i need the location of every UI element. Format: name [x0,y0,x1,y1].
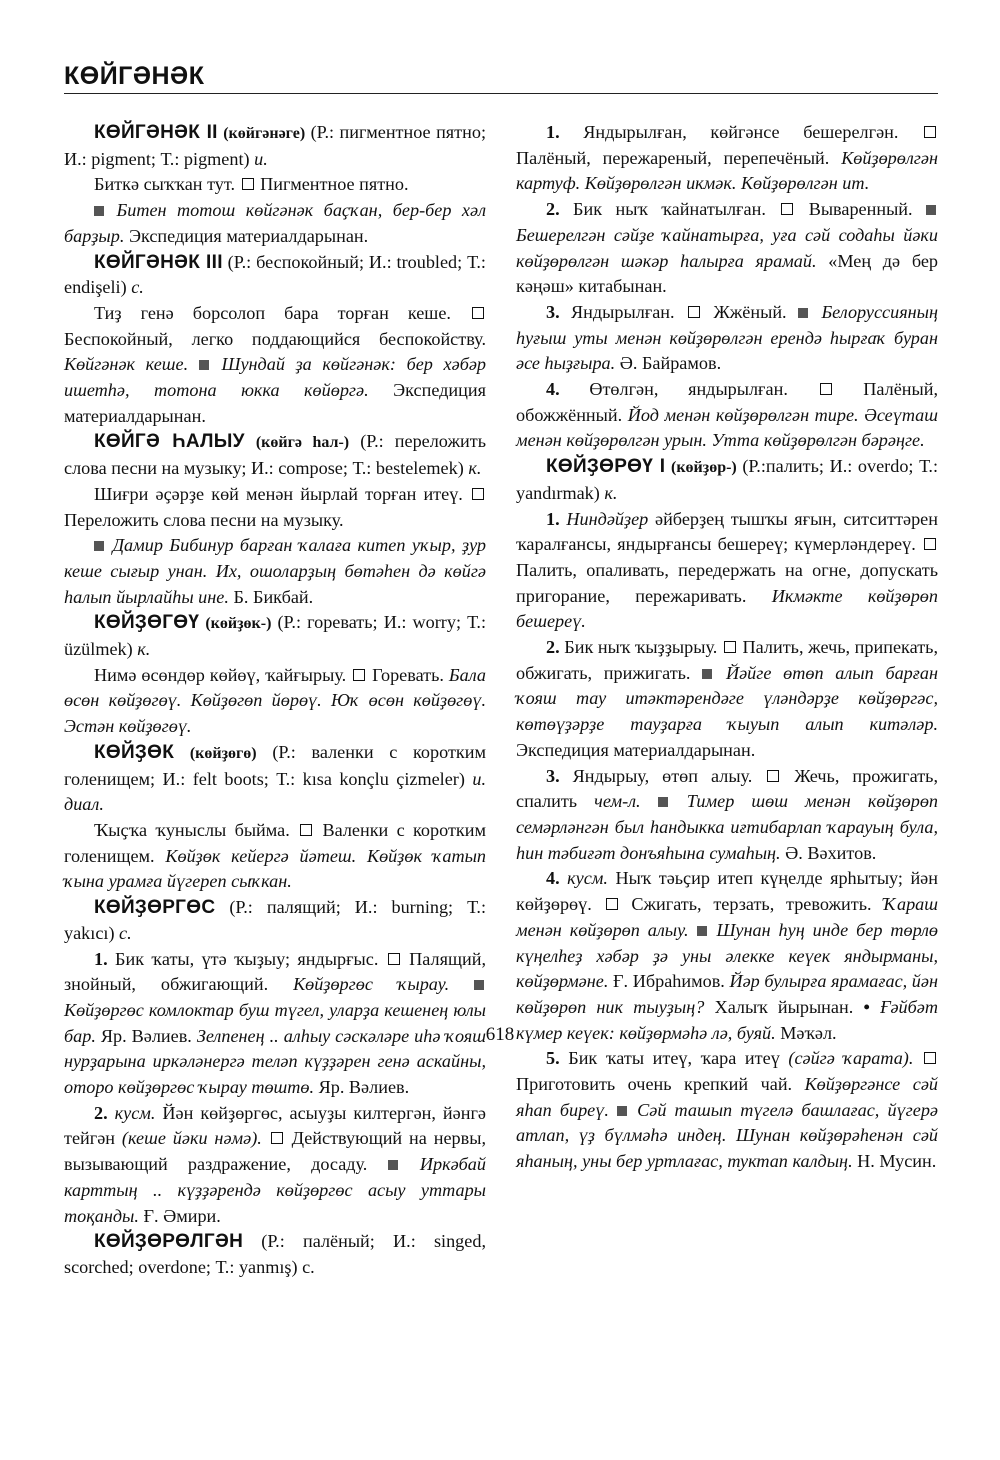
sense-paragraph: 5. Бик ҡаты итеү, ҡара итеү (сәйгә ҡарата). Приготовить очень крепкий чай. Көйҙөргәнсе сәй яһап биреү. Сәй ташып түгелә башлағас, йүгерә атлап, үҙ бүлмәһә индең. Шунан көйҙөрәһенән сәй яһаның, уны бер уртлағас, туктап калдың. Н. Мусин. [516,1048,938,1172]
translation-marker-icon [353,669,365,681]
translation-marker-icon [820,383,832,395]
headword: КӨЙҘӨРӨЛГӘН [94,1231,244,1253]
headword-form: (көйгәнәге) [223,125,306,142]
proverb-bullet-icon: • [863,996,870,1017]
definition-paragraph: Шиғри әҫәрҙе көй менән йырлай торған итеү. Переложить слова песни на музыку. [64,482,486,533]
translation-marker-icon [271,1132,283,1144]
example-paragraph: Дамир Бибинур барған ҡалаға китеп уҡыр, ҙур кеше сығыр унан. Их, ошоларҙың бөтәһен дә көйгә һалып йырлайһы ине. Б. Бикбай. [64,535,487,607]
translation-marker-icon [767,770,779,782]
sense-paragraph: 1. Ниндәйҙер әйберҙең тышҡы яғын, ситситтәрен ҡаралғансы, яндырғансы бешереү; күмерләндереү. Палить, опаливать, передержать на огне, допускать пригорание, пережаривать. Икмәкте көйҙөрөп бешереү. [516,508,938,632]
example-marker-icon [926,205,936,215]
example-marker-icon [702,669,712,679]
example-marker-icon [474,980,484,990]
left-column [64,120,486,1281]
sense-paragraph: 2. кусм. Йән көйҙөргөс, асыуҙы килтергән, йәнгә тейгән (кеше йәки нәмә). Действующий на нервы, вызывающий раздражение, досаду. Иркәбай карттың .. күҙҙәрендә көйҙөргөс асыу уттары тоқанды. Ғ. Әмири. [64,1102,486,1226]
example-marker-icon [94,541,104,551]
definition-paragraph: Нимә өсөндөр көйөү, ҡайғырыу. Горевать. Бала өсөн көйҙөгөү. Көйҙөгөп йөрөү. Юҡ өсөн көйҙөгөү. Эстән көйҙөгөү. [64,664,486,737]
sense-paragraph: 1. Бик ҡаты, үтә ҡыҙыу; яндырғыс. Палящий, знойный, обжигающий. Көйҙөргөс ҡырау. Көйҙөргөс комлоктар буш түгел, уларҙа кешенең юлы бар. Яр. Вәлиев. Зелпенең .. алһыу сәскәләре иһә ҡояш нурҙарына иркәләнергә теләп күҙҙәрен генә аскайны, оторо көйҙөргөс ҡырау төштө. Яр. Вәлиев. [64,948,486,1098]
sense-paragraph: 1. Яндырылған, көйгәнсе бешерелгән. Палёный, пережареный, перепечёный. Көйҙөрөлгән картуф. Көйҙөрөлгән икмәк. Көйҙөрөлгән ит. [516,122,938,194]
translation-marker-icon [781,203,793,215]
definition-paragraph: Тиҙ генә борсолоп бара торған кеше. Беспокойный, легко поддающийся беспокойству. Көйгәнәк кеше. Шундай ҙа көйгәнәк: бер хәбәр ишетһә, тотона юкка көйөргә. Экспедиция материалдарынан. [64,302,487,426]
headword: КӨЙГӘНӘК II [94,122,218,143]
translation-marker-icon [724,641,736,653]
running-head: КӨЙГӘНӘК [64,62,205,90]
entry-headword-paragraph: КӨЙҘӨРГӨС (Р.: палящий; И.: burning; Т.: yakıcı) с. [64,897,486,943]
entry-headword-paragraph: КӨЙҘӨРӨҮ I (көйҙөр-) (Р.:палить; И.: overdo; Т.: yandırmak) к. [516,456,938,503]
translation-marker-icon [924,126,936,138]
entry-headword-paragraph: КӨЙҘӨРӨЛГӘН (Р.: палёный; И.: singed, scorched; overdone; Т.: yanmış) с. [64,1231,486,1277]
translation-marker-icon [472,488,484,500]
definition-paragraph: Ҡыҫҡа ҡуныслы быйма. Валенки с коротким голенищем. Көйҙөк кейергә йәтеш. Көйҙөк ҡатып ҡына урамға йүгереп сыҡкан. [64,819,486,892]
entry-headword-paragraph [64,120,486,172]
example-marker-icon [388,1160,398,1170]
sense-paragraph: 2. Бик ныҡ ҡайнатылған. Вываренный. Бешерелгән сәйҙе ҡайнатырға, уға сәй содаһы йәки көйҙөрөлгән шәкәр һалырға ярамай. «Мең дә бер кәңәш» китабынан. [516,199,938,297]
translation-marker-icon [242,178,254,190]
headword: КӨЙҘӨРГӨС [94,897,216,919]
right-column [516,120,938,1175]
translation-marker-icon [472,307,484,319]
sense-paragraph: 4. кусм. Ныҡ тәьҫир итеп күңелде ярһытыу; йән көйҙөрөү. Сжигать, терзать, тревожить. Ҡараш менән көйҙөрөп алыу. Шунан һуң инде бер төрлө күңелһеҙ хәбәр ҙә уны әлекке кеүек яндырманы, көйҙөрмәне. Ғ. Ибраһимов. Йәр булырға ярамағас, йән көйҙөрөп ник тыуҙың? Халыҡ йырынан. • Ғәйбәт күмер кеүек: көйҙөрмәһә лә, буяй. Мәҡәл. [516,868,939,1043]
translation-marker-icon [606,898,618,910]
entry-headword-paragraph: КӨЙҘӨК (көйҙөгө) (Р.: валенки с коротким голенищем; И.: felt boots; Т.: kısa konçlu çizmeler) и. диал. [64,741,486,815]
example-marker-icon [798,308,808,318]
translation-marker-icon [688,306,700,318]
sense-paragraph: 2. Бик ныҡ ҡыҙҙырыу. Палить, жечь, припекать, обжигать, прижигать. Йәйге өтөп алып барған ҡояш тау итәктәрендәге үләндәрҙе көйҙөргәс, көтөүҙәрҙе тауҙарға ҡыуып алып китәләр. Экспедиция материалдарынан. [516,637,938,760]
header-rule [64,93,938,94]
entry-headword-paragraph: КӨЙГӘ ҺАЛЫУ (көйгә һал-) (Р.: переложить слова песни на музыку; И.: compose; Т.: bestelemek) к. [64,431,486,479]
translation-marker-icon [924,538,936,550]
example-marker-icon [94,206,104,216]
sense-paragraph: 4. Өтөлгән, яндырылған. Палёный, обожжённый. Йод менән көйҙөрөлгән тире. Әсеүташ менән көйҙөрөлгән урын. Утта көйҙөрөлгән бәрәңге. [516,379,939,451]
example-marker-icon [199,360,209,370]
headword: КӨЙГӘНӘК III [94,251,223,273]
entry-headword-paragraph: КӨЙҘӨГӨҮ (көйҙөк-) (Р.: горевать; И.: worry; Т.: üzülmek) к. [64,612,486,660]
example-marker-icon [617,1106,627,1116]
headword: КӨЙҘӨК [94,741,175,763]
entry-headword-paragraph: КӨЙГӘНӘК III (Р.: беспокойный; И.: troubled; Т.: endişeli) с. [64,251,486,298]
headword: КӨЙҘӨРӨҮ I [546,456,666,478]
definition-paragraph: Биткә сыҡҡан тут. Пигментное пятно. [94,174,409,195]
translation-marker-icon [300,824,312,836]
headword: КӨЙҘӨГӨҮ [94,612,200,634]
example-paragraph: Битен тотош көйгәнәк баҫҡан, бер-бер хәл барҙыр. Экспедиция материалдарынан. [64,200,487,246]
translation-marker-icon [388,953,400,965]
headword: КӨЙГӘ ҺАЛЫУ [94,431,245,453]
example-marker-icon [658,797,668,807]
page-number: 618 [485,1024,515,1045]
sense-paragraph: 3. Яндырыу, өтөп алыу. Жечь, прожигать, спалить чем-л. Тимер шөш менән көйҙөрөп семәрләнгән был һандыкка иғтибарлап ҡарауың була, һин тәбиғәт донъяһына сумаһың. Ә. Вәхитов. [516,765,939,863]
sense-paragraph: 3. Яндырылған. Жжёный. Белоруссияның һуғыш уты менән көйҙөрөлгән ерендә һырғаҡ буран әсе һыҙғыра. Ә. Байрамов. [516,301,939,374]
part-of-speech: и. [254,148,268,169]
example-marker-icon [697,926,707,936]
translations: (Р.: пигментное пятно; И.: pigment; Т.: pigment) [64,122,487,169]
translation-marker-icon [924,1052,936,1064]
